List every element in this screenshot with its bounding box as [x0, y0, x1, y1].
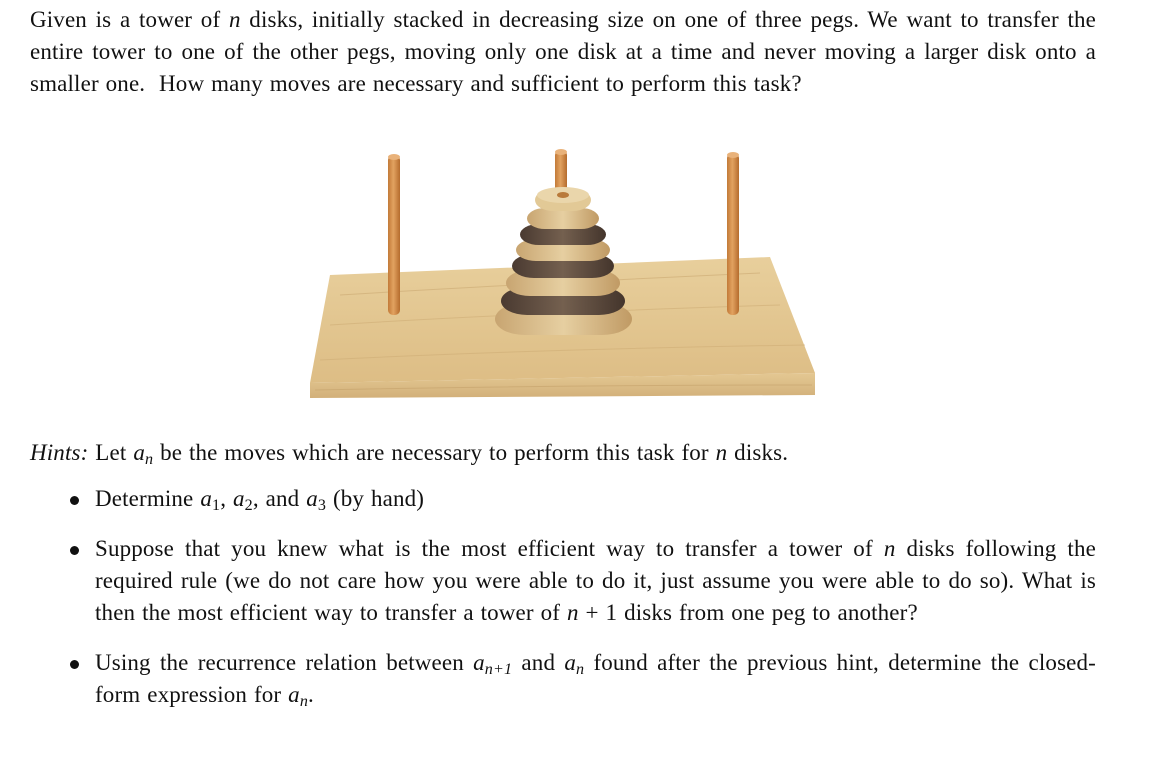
problem-question: How many moves are necessary and sufficient to perform this task? — [159, 71, 802, 96]
var-n: n — [228, 7, 241, 32]
var-a: a — [200, 486, 212, 511]
var-a: a — [306, 486, 318, 511]
bullet-icon — [70, 660, 79, 669]
hints-intro — [30, 437, 1096, 469]
problem-text: disks, initially stacked in decreasing size on one of three pegs. We want to transfer the entire tower to one of the other pegs, moving only one disk at a time and never moving a larger disk onto a smaller one. — [30, 7, 1096, 96]
separator: , and — [252, 486, 307, 511]
subscript-n: n — [299, 693, 309, 711]
problem-text: Given is a tower of — [30, 7, 229, 32]
tower-of-hanoi-photo — [300, 145, 820, 400]
hint-text: (by hand) — [326, 486, 425, 511]
hints-label: Hints: — [30, 440, 89, 465]
hint-text: disks from one peg to another? — [617, 600, 918, 625]
hint-text: and — [512, 650, 565, 675]
var-a: a — [233, 486, 245, 511]
hint-item-3 — [30, 647, 1096, 711]
bullet-icon — [70, 496, 79, 505]
var-n: n — [566, 600, 579, 625]
var-n: n — [715, 440, 728, 465]
plus-one: + 1 — [578, 600, 618, 625]
hints-section — [30, 437, 1096, 729]
hint-text: found after the previous hint, determine the closed-form expression for — [95, 650, 1096, 707]
disk-stack — [495, 187, 632, 335]
bullet-icon — [70, 546, 79, 555]
var-a: a — [564, 650, 576, 675]
subscript-1: 1 — [211, 497, 221, 515]
hint-text: Using the recurrence relation between — [95, 650, 474, 675]
hint-text: . — [308, 682, 314, 707]
hint-text: disks following the required rule (we do not care how you were able to do it, just assume you were able to do so). What is then the most efficient way to transfer a tower of — [95, 536, 1096, 625]
subscript-3: 3 — [317, 497, 327, 515]
hints-text: Let — [88, 440, 134, 465]
var-a: a — [473, 650, 485, 675]
right-peg — [727, 152, 739, 315]
hints-text: be the moves which are necessary to perform this task for — [153, 440, 716, 465]
hints-text: disks. — [727, 440, 789, 465]
var-a: a — [133, 440, 145, 465]
separator: , — [220, 486, 233, 511]
problem-paragraph — [30, 4, 1096, 100]
subscript-n: n — [144, 451, 154, 469]
hint-text: Suppose that you knew what is the most efficient way to transfer a tower of — [95, 536, 884, 561]
subscript-2: 2 — [244, 497, 253, 515]
subscript-n: n — [576, 661, 585, 679]
var-n: n — [883, 536, 896, 561]
problem-statement — [30, 4, 1096, 100]
hint-text: Determine — [95, 486, 201, 511]
hint-item-1 — [30, 483, 1096, 515]
hint-item-2 — [30, 533, 1096, 629]
var-a: a — [288, 682, 300, 707]
hint-list — [30, 483, 1096, 711]
subscript-n-plus-1: n+1 — [484, 661, 513, 679]
left-peg — [388, 154, 400, 315]
